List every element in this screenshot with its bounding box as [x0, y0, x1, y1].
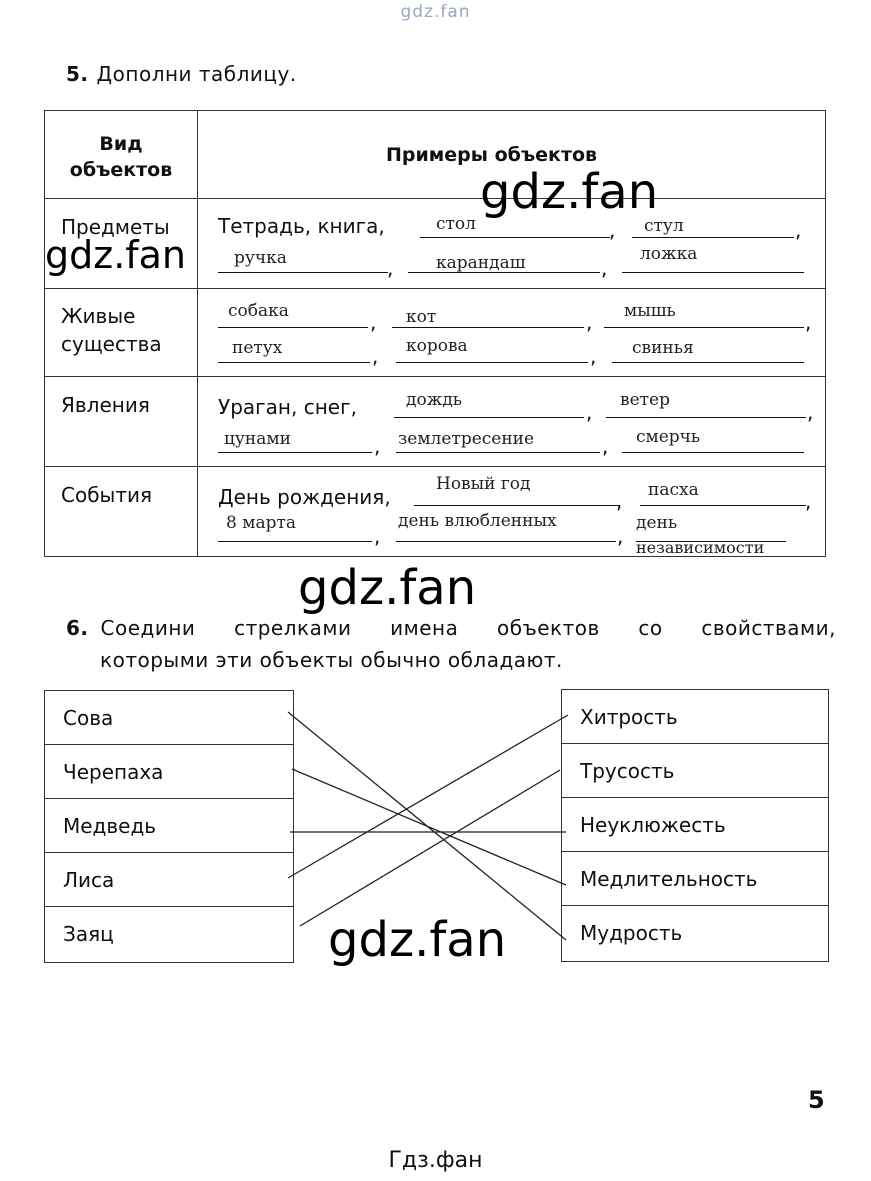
property-item[interactable]: Трусость	[562, 744, 828, 798]
category-phenomena: Явления	[61, 393, 150, 417]
task5-text: Дополни таблицу.	[96, 62, 297, 86]
answer-text: корова	[406, 336, 468, 356]
category-objects: Предметы	[61, 215, 170, 239]
printed-examples-objects: Тетрадь, книга,	[218, 214, 385, 238]
answer-text: 8 марта	[226, 513, 297, 533]
header-kind-line1: Вид	[99, 133, 143, 155]
answer-text: цунами	[224, 429, 291, 449]
answer-text: день влюбленных	[398, 511, 557, 531]
answer-text: собака	[228, 301, 289, 321]
category-living-line2: существа	[61, 332, 162, 356]
property-item[interactable]: Медлительность	[562, 852, 828, 906]
object-item[interactable]: Медведь	[45, 799, 293, 853]
answer-text: независимости	[636, 538, 765, 557]
property-item[interactable]: Неуклюжесть	[562, 798, 828, 852]
answer-text: смерчь	[636, 427, 701, 447]
task5-number: 5.	[66, 62, 89, 86]
answer-text: стол	[436, 214, 476, 234]
object-item[interactable]: Лиса	[45, 853, 293, 907]
answer-text: карандаш	[436, 253, 526, 273]
answer-text: пасха	[648, 480, 699, 500]
task6-line2: которыми эти объекты обычно обладают.	[100, 648, 563, 672]
printed-examples-phenomena: Ураган, снег,	[218, 395, 357, 419]
watermark: gdz.fan	[480, 164, 659, 220]
object-item[interactable]: Сова	[45, 691, 293, 745]
category-living-line1: Живые	[61, 304, 136, 328]
answer-text: петух	[232, 338, 283, 358]
object-item[interactable]: Черепаха	[45, 745, 293, 799]
answer-text: ложка	[640, 244, 698, 264]
answer-text: ветер	[620, 390, 670, 410]
answer-text: мышь	[624, 301, 676, 321]
connection-line	[292, 769, 566, 885]
answer-text: землетресение	[398, 429, 535, 449]
task6-line1: Соедини стрелками имена объектов со свойствами,	[100, 616, 836, 640]
answer-text: ручка	[234, 248, 287, 268]
watermark: gdz.fan	[45, 233, 187, 277]
answer-text: стул	[644, 216, 684, 236]
answer-text: кот	[406, 307, 437, 327]
page-number: 5	[808, 1086, 825, 1114]
task6-number: 6.	[66, 616, 89, 640]
answer-text: день	[636, 513, 678, 533]
printed-examples-events: День рождения,	[218, 485, 391, 509]
property-item[interactable]: Хитрость	[562, 690, 828, 744]
property-item[interactable]: Мудрость	[580, 921, 683, 945]
answer-text: Новый год	[436, 474, 531, 494]
connection-line	[288, 715, 568, 878]
footer-text: Гдз.фан	[388, 1148, 483, 1173]
watermark: gdz.fan	[328, 912, 507, 968]
category-events: События	[61, 483, 153, 507]
header-kind-line2: объектов	[69, 159, 173, 181]
object-item[interactable]: Заяц	[63, 922, 114, 946]
answer-text: свинья	[632, 338, 694, 358]
answer-text: дождь	[406, 390, 463, 410]
header-examples: Примеры объектов	[385, 144, 598, 166]
watermark: gdz.fan	[298, 560, 477, 616]
watermark-top: gdz.fan	[400, 2, 471, 22]
